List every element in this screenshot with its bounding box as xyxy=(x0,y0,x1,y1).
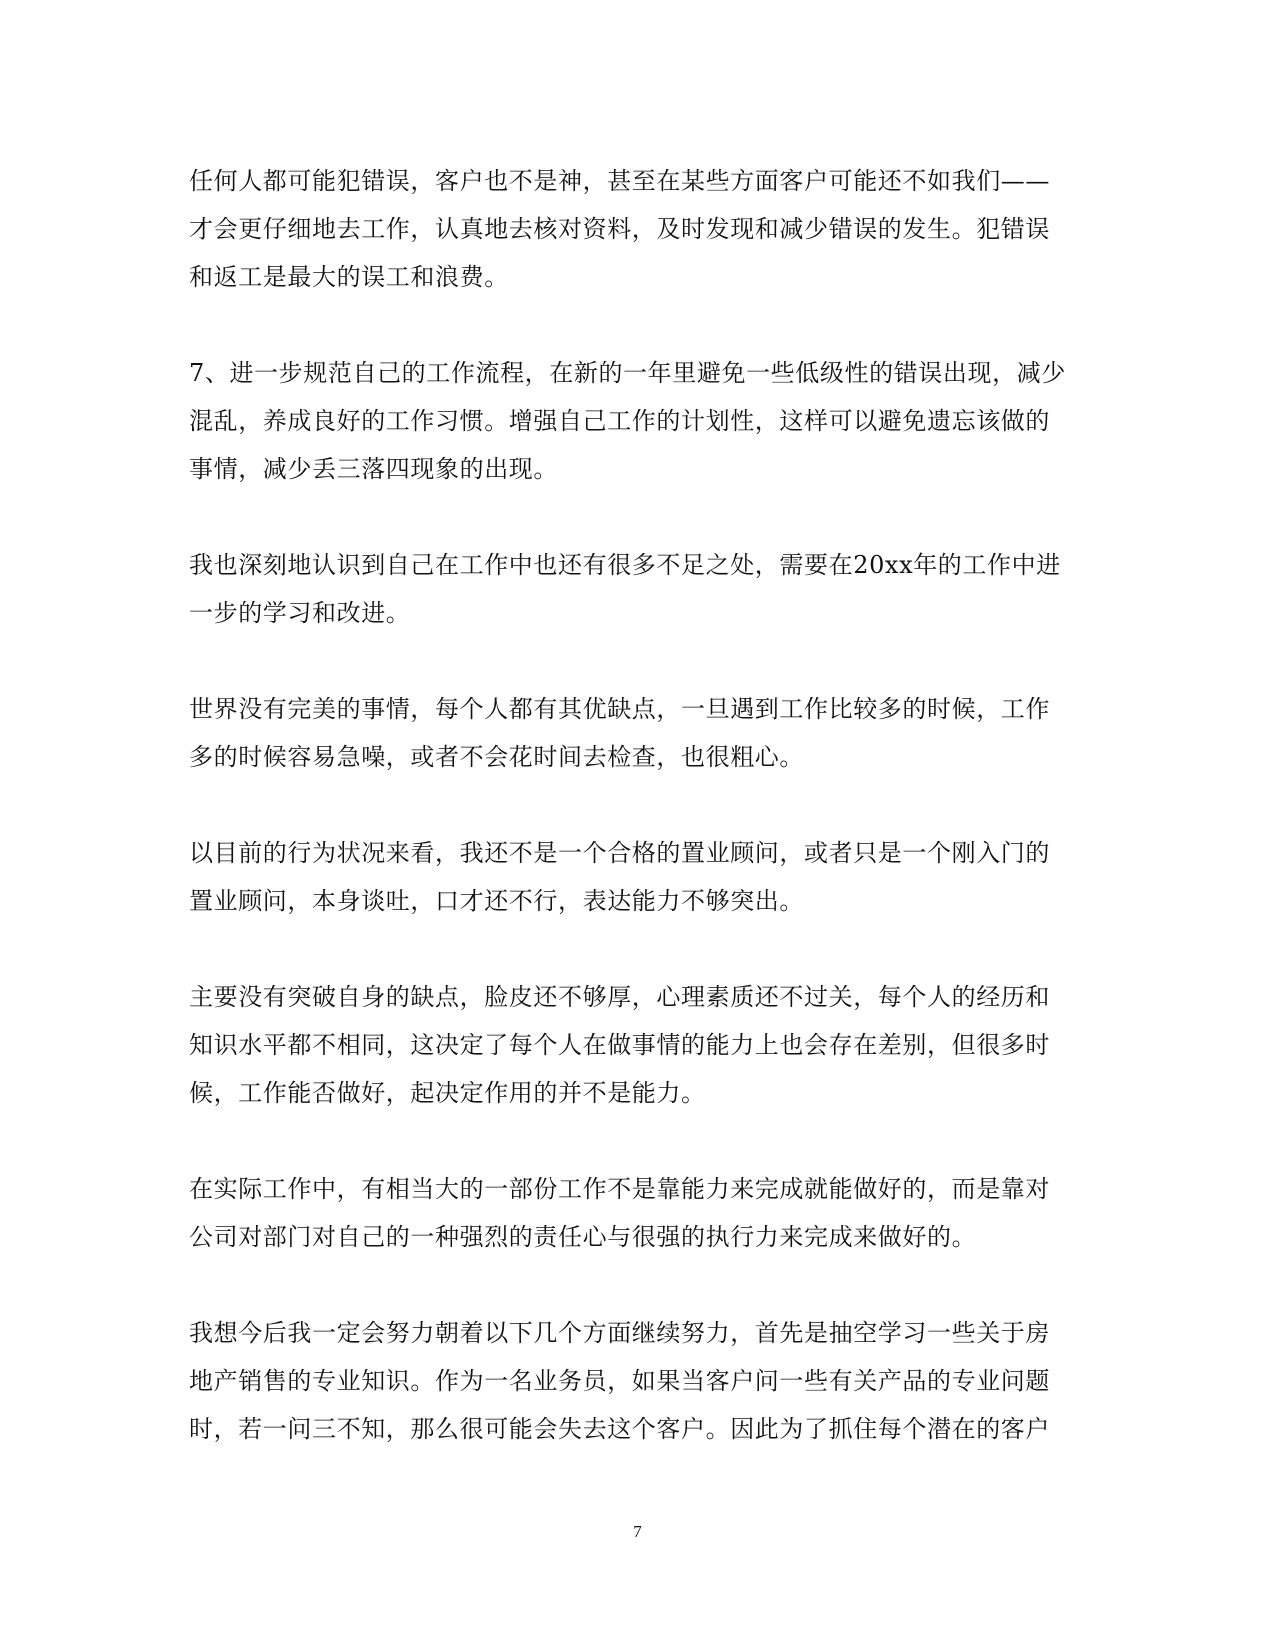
paragraph-line: 地产销售的专业知识。作为一名业务员，如果当客户问一些有关产品的专业问题 xyxy=(189,1367,1050,1395)
paragraph-line: 我也深刻地认识到自己在工作中也还有很多不足之处，需要在20xx年的工作中进 xyxy=(189,551,1061,579)
paragraph-line: 知识水平都不相同，这决定了每个人在做事情的能力上也会存在差别，但很多时 xyxy=(189,1031,1050,1059)
paragraph-line: 多的时候容易急噪，或者不会花时间去检查，也很粗心。 xyxy=(189,743,804,771)
paragraph-line: 和返工是最大的误工和浪费。 xyxy=(189,263,509,291)
paragraph-line: 我想今后我一定会努力朝着以下几个方面继续努力，首先是抽空学习一些关于房 xyxy=(189,1319,1050,1347)
document-body xyxy=(189,157,1069,1501)
paragraph-line: 主要没有突破自身的缺点，脸皮还不够厚，心理素质还不过关，每个人的经历和 xyxy=(189,983,1050,1011)
paragraph-line: 世界没有完美的事情，每个人都有其优缺点，一旦遇到工作比较多的时候，工作 xyxy=(189,695,1050,723)
paragraph-2 xyxy=(189,349,1069,493)
paragraph-line: 置业顾问，本身谈吐，口才还不行，表达能力不够突出。 xyxy=(189,887,804,915)
paragraph-line: 时，若一问三不知，那么很可能会失去这个客户。因此为了抓住每个潜在的客户 xyxy=(189,1415,1050,1443)
paragraph-line: 公司对部门对自己的一种强烈的责任心与很强的执行力来完成来做好的。 xyxy=(189,1223,977,1251)
paragraph-6 xyxy=(189,973,1069,1117)
paragraph-line: 在实际工作中，有相当大的一部份工作不是靠能力来完成就能做好的，而是靠对 xyxy=(189,1175,1050,1203)
paragraph-3 xyxy=(189,541,1069,637)
paragraph-line: 混乱，养成良好的工作习惯。增强自己工作的计划性，这样可以避免遗忘该做的 xyxy=(189,407,1050,435)
paragraph-line: 一步的学习和改进。 xyxy=(189,599,411,627)
paragraph-4 xyxy=(189,685,1069,781)
paragraph-line: 任何人都可能犯错误，客户也不是神，甚至在某些方面客户可能还不如我们—— xyxy=(189,167,1050,195)
paragraph-line: 事情，减少丢三落四现象的出现。 xyxy=(189,455,558,483)
paragraph-line: 才会更仔细地去工作，认真地去核对资料，及时发现和减少错误的发生。犯错误 xyxy=(189,215,1050,243)
paragraph-7 xyxy=(189,1165,1069,1261)
paragraph-line: 7、进一步规范自己的工作流程，在新的一年里避免一些低级性的错误出现，减少 xyxy=(189,359,1066,387)
paragraph-5 xyxy=(189,829,1069,925)
paragraph-line: 候，工作能否做好，起决定作用的并不是能力。 xyxy=(189,1079,706,1107)
paragraph-line: 以目前的行为状况来看，我还不是一个合格的置业顾问，或者只是一个刚入门的 xyxy=(189,839,1050,867)
paragraph-8 xyxy=(189,1309,1069,1453)
page-number: 7 xyxy=(633,1522,642,1541)
paragraph-1 xyxy=(189,157,1069,301)
